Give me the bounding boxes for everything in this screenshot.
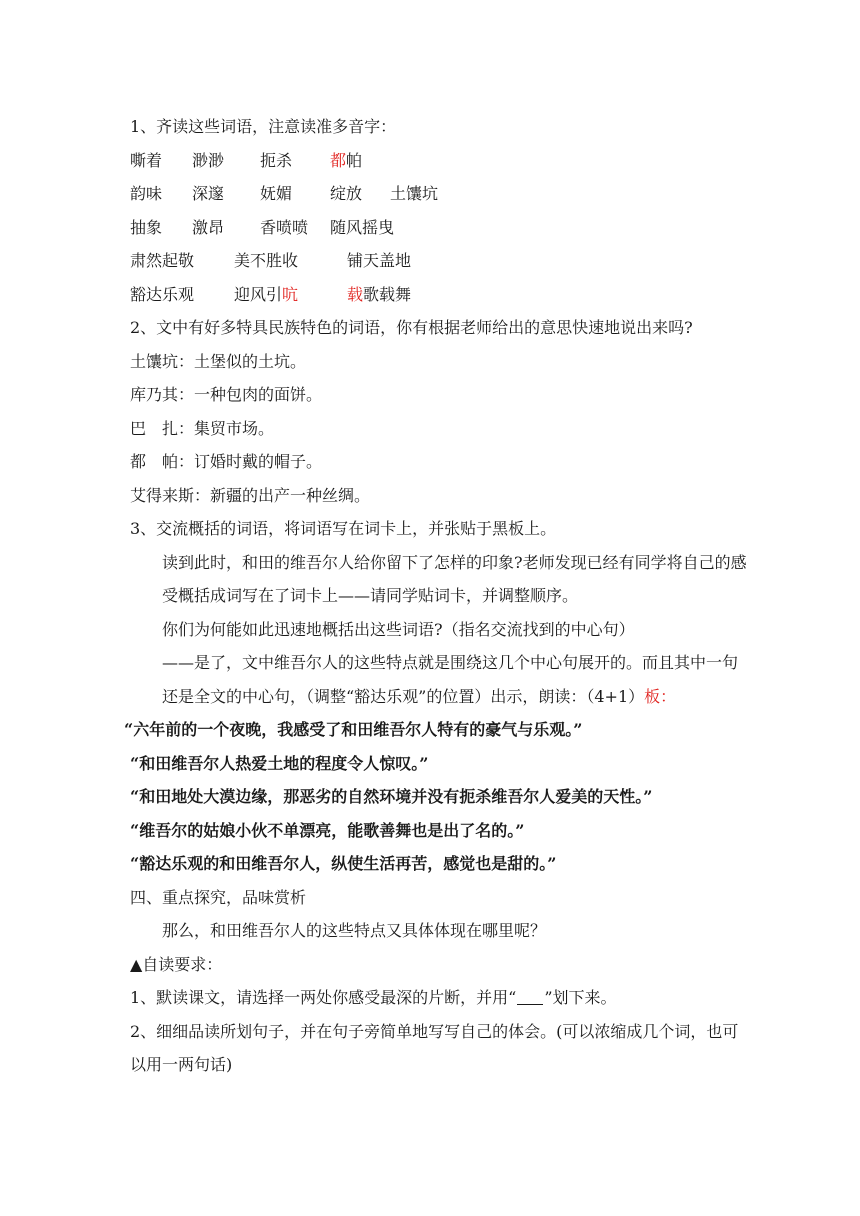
word: 嘶着 [130,150,163,170]
word: 香喷喷 [260,217,309,237]
requirement-item: 2、细细品读所划句子，并在句子旁简单地写写自己的体会。(可以浓缩成几个词，也可以用一两句话) [130,1021,739,1074]
word-row-4 [130,244,750,278]
word: 帕 [346,150,363,170]
section2-heading: 2、文中有好多特具民族特色的词语，你有根据老师给出的意思快速地说出来吗? [130,318,693,337]
word: 肃然起敬 [130,251,195,270]
central-sentence: “豁达乐观的和田维吾尔人，纵使生活再苦，感觉也是甜的。” [130,854,557,873]
section4-heading: 四、重点探究，品味赏析 [130,887,307,907]
underline-blank [517,990,543,1005]
central-sentence: “和田地处大漠边缘，那恶劣的自然环境并没有扼杀维吾尔人爱美的天性。” [130,787,653,806]
requirement-text: ”划下来。 [544,988,617,1007]
word-row-5 [130,278,750,312]
term-definition: 都 帕：订婚时戴的帽子。 [130,452,323,471]
term-definition: 土馕坑：土堡似的土坑。 [130,351,307,371]
word: 韵味 [130,184,163,203]
word-row-3 [130,211,750,245]
term-definition: 艾得来斯：新疆的出产一种丝绸。 [130,485,371,505]
word: 扼杀 [260,150,293,170]
central-sentence: “和田维吾尔人热爱土地的程度令人惊叹。” [130,753,429,773]
document-page [124,110,750,1082]
word-row-1 [130,144,750,178]
paragraph: 读到此时，和田的维吾尔人给你留下了怎样的印象?老师发现已经有同学将自己的感受概括成词写在了词卡上——请同学贴词卡，并调整顺序。 [162,552,747,605]
word: 迎风引 [234,284,283,304]
paragraph: 那么，和田维吾尔人的这些特点又具体体现在哪里呢？ [162,921,547,940]
word: 妩媚 [260,184,293,203]
polyphone-char: 载 [347,284,364,304]
word: 激昂 [192,217,225,237]
paragraph: 你们为何能如此迅速地概括出这些词语?（指名交流找到的中心句） [162,619,635,639]
word: 抽象 [130,217,163,237]
section3-heading: 3、交流概括的词语，将词语写在词卡上，并张贴于黑板上。 [130,519,557,538]
word: 铺天盖地 [347,251,412,270]
requirements-title: ▲自读要求： [130,954,223,974]
word: 豁达乐观 [130,284,195,304]
word: 绽放 [330,184,363,203]
polyphone-char: 都 [330,150,347,170]
paragraph [130,646,750,713]
board-label: 板： [644,686,677,706]
term-definition: 巴 扎：集贸市场。 [130,418,275,438]
polyphone-char: 吭 [282,284,299,304]
word: 渺渺 [192,150,225,170]
paragraph-text: ——是了，文中维吾尔人的这些特点就是围绕这几个中心句展开的。而且其中一句还是全文的中心句，（调整“豁达乐观”的位置）出示，朗读：（4+1） [162,653,739,706]
word-row-2 [130,177,750,211]
word: 美不胜收 [234,251,299,270]
word: 深邃 [192,184,225,203]
requirement-item [130,981,750,1015]
term-definition: 库乃其：一种包肉的面饼。 [130,385,323,404]
requirement-text: 1、默读课文，请选择一两处你感受最深的片断，并用“ [130,988,517,1007]
word: 歌载舞 [363,284,412,304]
word: 土馕坑 [390,184,439,203]
word: 随风摇曳 [330,217,395,237]
central-sentence: “维吾尔的姑娘小伙不单漂亮，能歌善舞也是出了名的。” [130,820,525,840]
section1-heading: 1、齐读这些词语，注意读准多音字： [130,117,397,136]
central-sentence: “六年前的一个夜晚，我感受了和田维吾尔人特有的豪气与乐观。” [124,720,583,739]
